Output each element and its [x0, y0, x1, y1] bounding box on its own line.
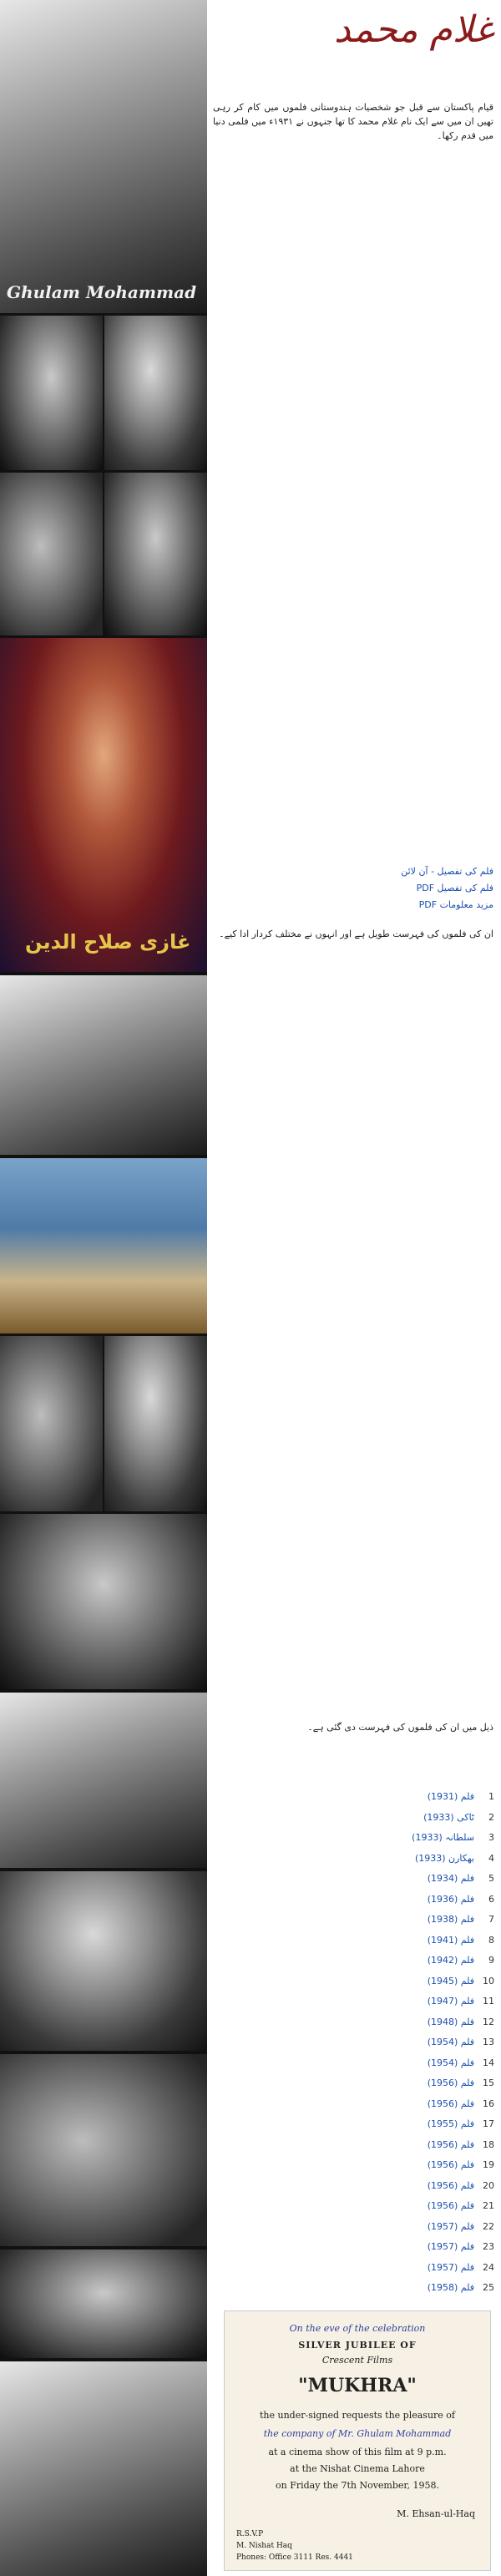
- film-title[interactable]: ٹاکی (1933): [423, 1811, 474, 1823]
- film-title[interactable]: فلم (1947): [427, 1996, 474, 2007]
- paragraph-1-text: قیام پاکستان سے قبل جو شخصیات ہندوستانی فلموں میں کام کر رہی تھیں ان میں سے ایک نام غلام محمد کا تھا جنہوں نے ۱۹۳۱ء میں فلمی دنیا میں قدم رکھا۔: [213, 102, 493, 141]
- card-line-9: on Friday the 7th November, 1958.: [276, 2480, 439, 2491]
- film-number: 8: [488, 1934, 494, 1946]
- film-list-item[interactable]: [327, 2258, 494, 2279]
- card-line-8: at the Nishat Cinema Lahore: [290, 2463, 425, 2474]
- film-number: 1: [488, 1791, 494, 1802]
- film-number: 23: [483, 2241, 494, 2252]
- film-number: 14: [483, 2057, 494, 2068]
- film-number: 21: [483, 2200, 494, 2211]
- film-number: 4: [488, 1852, 494, 1864]
- film-number: 20: [483, 2179, 494, 2191]
- film-title[interactable]: فلم (1938): [427, 1914, 474, 1925]
- film-title[interactable]: سلطانہ (1933): [412, 1832, 474, 1843]
- film-title[interactable]: فلم (1957): [427, 2261, 474, 2273]
- film-title[interactable]: فلم (1941): [427, 1934, 474, 1946]
- film-number: 7: [488, 1914, 494, 1925]
- still-photo-2: [104, 316, 207, 470]
- film-number: 19: [483, 2159, 494, 2170]
- film-list-item[interactable]: [327, 1849, 494, 1870]
- film-title[interactable]: فلم (1956): [427, 2179, 474, 2191]
- film-list-item[interactable]: [327, 2278, 494, 2299]
- film-list-item[interactable]: [327, 1890, 494, 1910]
- still-photo-5: [0, 1336, 103, 1511]
- link-3-text[interactable]: مزید معلومات PDF: [418, 899, 493, 910]
- film-title[interactable]: فلم (1945): [427, 1975, 474, 1986]
- film-list-item[interactable]: [327, 1931, 494, 1951]
- still-photo-10: [0, 2054, 207, 2246]
- film-number: 12: [483, 2016, 494, 2027]
- paragraph-2-text: ان کی فلموں کی فہرست طویل ہے اور انہوں نے مختلف کردار ادا کیے۔: [219, 929, 493, 939]
- film-number: 25: [483, 2282, 494, 2293]
- still-photo-7: [0, 1514, 207, 1689]
- film-list-item[interactable]: [327, 2032, 494, 2053]
- card-rsvp: R.S.V.P: [236, 2530, 264, 2538]
- paragraph-2: [213, 927, 493, 1678]
- film-number: 13: [483, 2037, 494, 2047]
- film-list-item[interactable]: [327, 1951, 494, 1971]
- photo-column: [0, 0, 207, 2576]
- film-list-item[interactable]: [327, 1971, 494, 1992]
- still-photo-9: [0, 1871, 207, 2051]
- page-title: غلام محمد: [334, 8, 493, 51]
- film-list-item[interactable]: [327, 1787, 494, 1808]
- still-photo-11: [0, 2250, 207, 2358]
- film-number: 6: [488, 1893, 494, 1905]
- film-title[interactable]: بھکارن (1933): [414, 1852, 474, 1864]
- card-rsvp-phone: Phones: Office 3111 Res. 4441: [236, 2553, 353, 2562]
- film-number: 9: [488, 1955, 494, 1966]
- film-title[interactable]: فلم (1955): [427, 2118, 474, 2129]
- film-title[interactable]: فلم (1957): [427, 2241, 474, 2252]
- arabic-caption: غازی صلاح الدین: [25, 930, 191, 954]
- film-title[interactable]: فلم (1958): [427, 2282, 474, 2293]
- film-poster: [0, 1158, 207, 1334]
- still-photo-12: [0, 2361, 207, 2576]
- film-title[interactable]: فلم (1931): [427, 1791, 474, 1802]
- film-title[interactable]: فلم (1956): [427, 2098, 474, 2109]
- film-number: 24: [483, 2261, 494, 2273]
- invitation-card: [224, 2310, 491, 2571]
- film-list: [327, 1787, 494, 2299]
- link-3[interactable]: [419, 898, 493, 913]
- card-line-10: M. Ehsan-ul-Haq: [397, 2508, 475, 2519]
- film-list-item[interactable]: [327, 2135, 494, 2156]
- link-2[interactable]: [417, 881, 493, 896]
- film-number: 5: [488, 1873, 494, 1884]
- film-number: 2: [488, 1811, 494, 1823]
- paragraph-3: [213, 1720, 493, 1770]
- film-number: 17: [483, 2118, 494, 2129]
- color-film-still: [0, 638, 207, 972]
- still-photo-1: [0, 316, 103, 470]
- film-number: 10: [483, 1975, 494, 1986]
- film-number: 3: [488, 1832, 494, 1843]
- paragraph-3-text: ذیل میں ان کی فلموں کی فہرست دی گئی ہے۔: [307, 1722, 493, 1733]
- film-list-item[interactable]: [327, 2176, 494, 2197]
- portrait-caption: Ghulam Mohammad: [7, 282, 197, 302]
- film-list-item[interactable]: [327, 2155, 494, 2176]
- film-list-item[interactable]: [327, 2196, 494, 2217]
- film-title[interactable]: فلم (1936): [427, 1893, 474, 1905]
- film-list-item[interactable]: [327, 2094, 494, 2115]
- still-photo-4: [104, 473, 207, 635]
- film-title[interactable]: فلم (1954): [427, 2037, 474, 2047]
- card-line-1: On the eve of the celebration: [289, 2323, 426, 2334]
- film-title[interactable]: فلم (1934): [427, 1873, 474, 1884]
- film-list-item[interactable]: [327, 2217, 494, 2238]
- card-rsvp-name: M. Nishat Haq: [236, 2542, 292, 2550]
- film-title[interactable]: فلم (1956): [427, 2159, 474, 2170]
- card-line-6: the company of Mr. Ghulam Mohammad: [263, 2428, 452, 2439]
- still-photo-3: [0, 473, 103, 635]
- film-title[interactable]: فلم (1948): [427, 2016, 474, 2027]
- link-1[interactable]: [401, 864, 493, 879]
- film-title[interactable]: فلم (1956): [427, 2078, 474, 2088]
- film-number: 18: [483, 2138, 494, 2150]
- film-list-item[interactable]: [327, 1991, 494, 2012]
- film-number: 15: [483, 2078, 494, 2088]
- film-title[interactable]: فلم (1956): [427, 2200, 474, 2211]
- film-list-item[interactable]: [327, 2237, 494, 2258]
- film-title[interactable]: فلم (1954): [427, 2057, 474, 2068]
- couple-still: [0, 975, 207, 1155]
- card-line-5: the under-signed requests the pleasure of: [260, 2410, 455, 2421]
- film-list-item[interactable]: [327, 1910, 494, 1931]
- film-list-item[interactable]: [327, 1828, 494, 1849]
- film-list-item[interactable]: [327, 2012, 494, 2033]
- film-number: 11: [483, 1996, 494, 2007]
- still-photo-8: [0, 1693, 207, 1868]
- film-title[interactable]: فلم (1956): [427, 2138, 474, 2150]
- link-1-text[interactable]: فلم کی تفصیل - آن لائن: [401, 866, 493, 877]
- card-line-2: SILVER JUBILEE OF: [298, 2340, 417, 2351]
- film-number: 16: [483, 2098, 494, 2109]
- still-photo-6: [104, 1336, 207, 1511]
- card-line-3: Crescent Films: [321, 2355, 393, 2366]
- paragraph-1: [213, 100, 493, 852]
- film-list-item[interactable]: [327, 1808, 494, 1829]
- film-list-item[interactable]: [327, 1869, 494, 1890]
- link-2-text[interactable]: فلم کی تفصیل PDF: [416, 883, 493, 893]
- portrait-photo: [0, 0, 207, 313]
- film-list-item[interactable]: [327, 2073, 494, 2094]
- card-line-7: at a cinema show of this film at 9 p.m.: [268, 2447, 447, 2457]
- film-title[interactable]: فلم (1957): [427, 2220, 474, 2232]
- film-title[interactable]: فلم (1942): [427, 1955, 474, 1966]
- film-list-item[interactable]: [327, 2053, 494, 2074]
- card-line-4: "MUKHRA": [298, 2375, 417, 2396]
- film-list-item[interactable]: [327, 2114, 494, 2135]
- film-number: 22: [483, 2220, 494, 2232]
